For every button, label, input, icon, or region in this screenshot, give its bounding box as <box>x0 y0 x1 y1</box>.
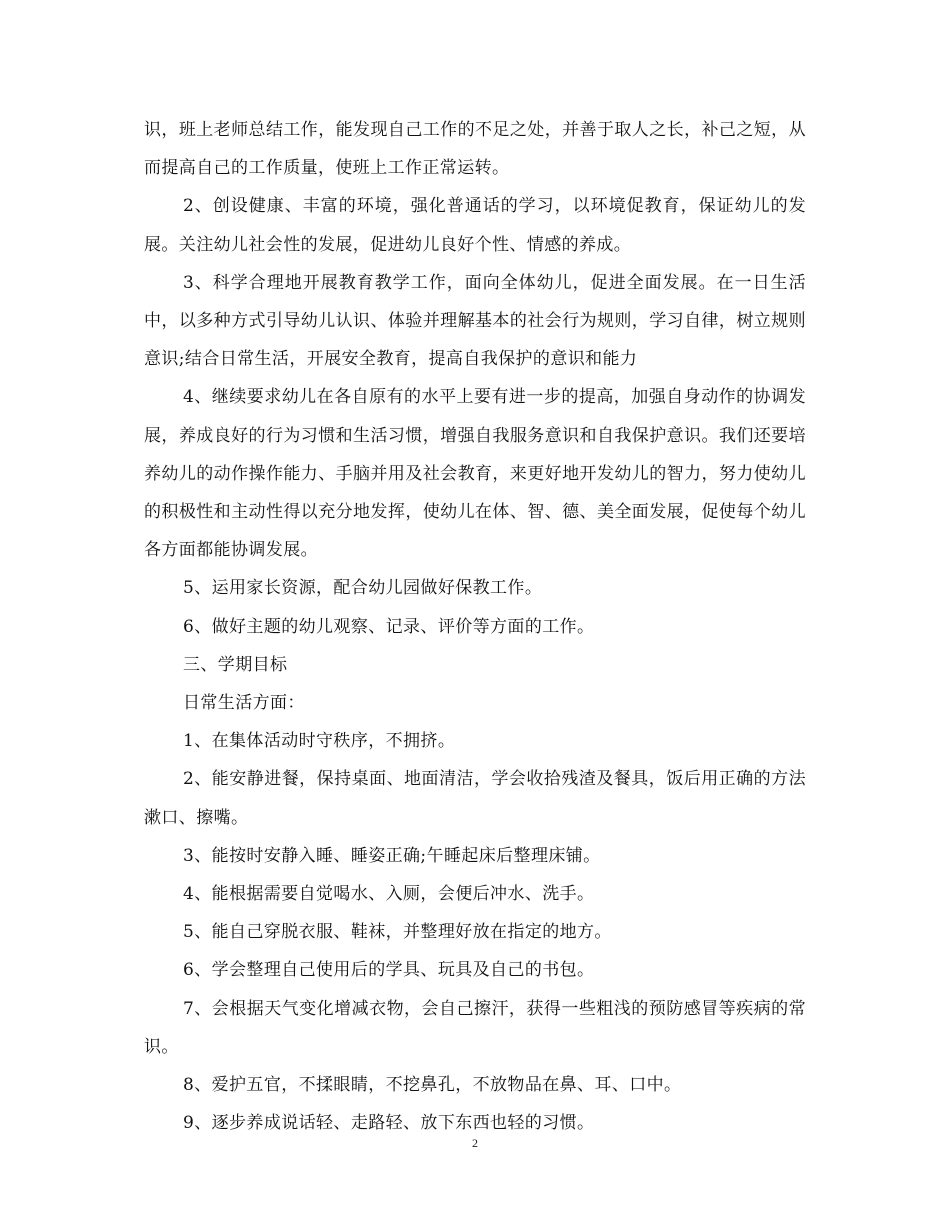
goal-item-5: 5、能自己穿脱衣服、鞋袜，并整理好放在指定的地方。 <box>183 922 612 943</box>
page-number: 2 <box>472 1136 478 1150</box>
goal-item-4: 4、能根据需要自觉喝水、入厕，会便后冲水、洗手。 <box>183 884 595 905</box>
goal-item-8: 8、爱护五官，不揉眼睛，不挖鼻孔，不放物品在鼻、耳、口中。 <box>183 1075 682 1096</box>
subheading-daily-life: 日常生活方面： <box>183 693 305 714</box>
goal-item-1: 1、在集体活动时守秩序，不拥挤。 <box>183 731 456 752</box>
document-body <box>144 111 806 1142</box>
paragraph-item-3-teaching: 3、科学合理地开展教育教学工作，面向全体幼儿，促进全面发展。在一日生活中，以多种方式引导幼儿认识、体验并理解基本的社会行为规则，学习自律，树立规则意识;结合日常生活，开展安全教育，提高自我保护的意识和能力 <box>144 272 806 370</box>
goal-item-6: 6、学会整理自己使用后的学具、玩具及自己的书包。 <box>183 960 595 981</box>
paragraph-item-2-environment: 2、创设健康、丰富的环境，强化普通话的学习，以环境促教育，保证幼儿的发展。关注幼儿社会性的发展，促进幼儿良好个性、情感的养成。 <box>144 196 806 255</box>
paragraph-item-4-development: 4、继续要求幼儿在各自原有的水平上要有进一步的提高，加强自身动作的协调发展，养成良好的行为习惯和生活习惯，增强自我服务意识和自我保护意识。我们还要培养幼儿的动作操作能力、手脑并用及社会教育，来更好地开发幼儿的智力，努力使幼儿的积极性和主动性得以充分地发挥，使幼儿在体、智、德、美全面发展，促使每个幼儿各方面都能协调发展。 <box>144 387 806 561</box>
paragraph-continuation: 识，班上老师总结工作，能发现自己工作的不足之处，并善于取人之长，补己之短，从而提高自己的工作质量，使班上工作正常运转。 <box>144 120 806 179</box>
paragraph-item-5-parents: 5、运用家长资源，配合幼儿园做好保教工作。 <box>183 578 543 599</box>
section-heading-semester-goals: 三、学期目标 <box>183 654 288 675</box>
paragraph-item-6-observation: 6、做好主题的幼儿观察、记录、评价等方面的工作。 <box>183 616 595 637</box>
goal-item-3: 3、能按时安静入睡、睡姿正确;午睡起床后整理床铺。 <box>183 845 601 866</box>
goal-item-7: 7、会根据天气变化增减衣物，会自己擦汗，获得一些粗浅的预防感冒等疾病的常识。 <box>144 998 806 1057</box>
goal-item-9: 9、逐步养成说话轻、走路轻、放下东西也轻的习惯。 <box>183 1113 595 1134</box>
goal-item-2: 2、能安静进餐，保持桌面、地面清洁，学会收拾残渣及餐具，饭后用正确的方法漱口、擦嘴。 <box>144 769 806 828</box>
